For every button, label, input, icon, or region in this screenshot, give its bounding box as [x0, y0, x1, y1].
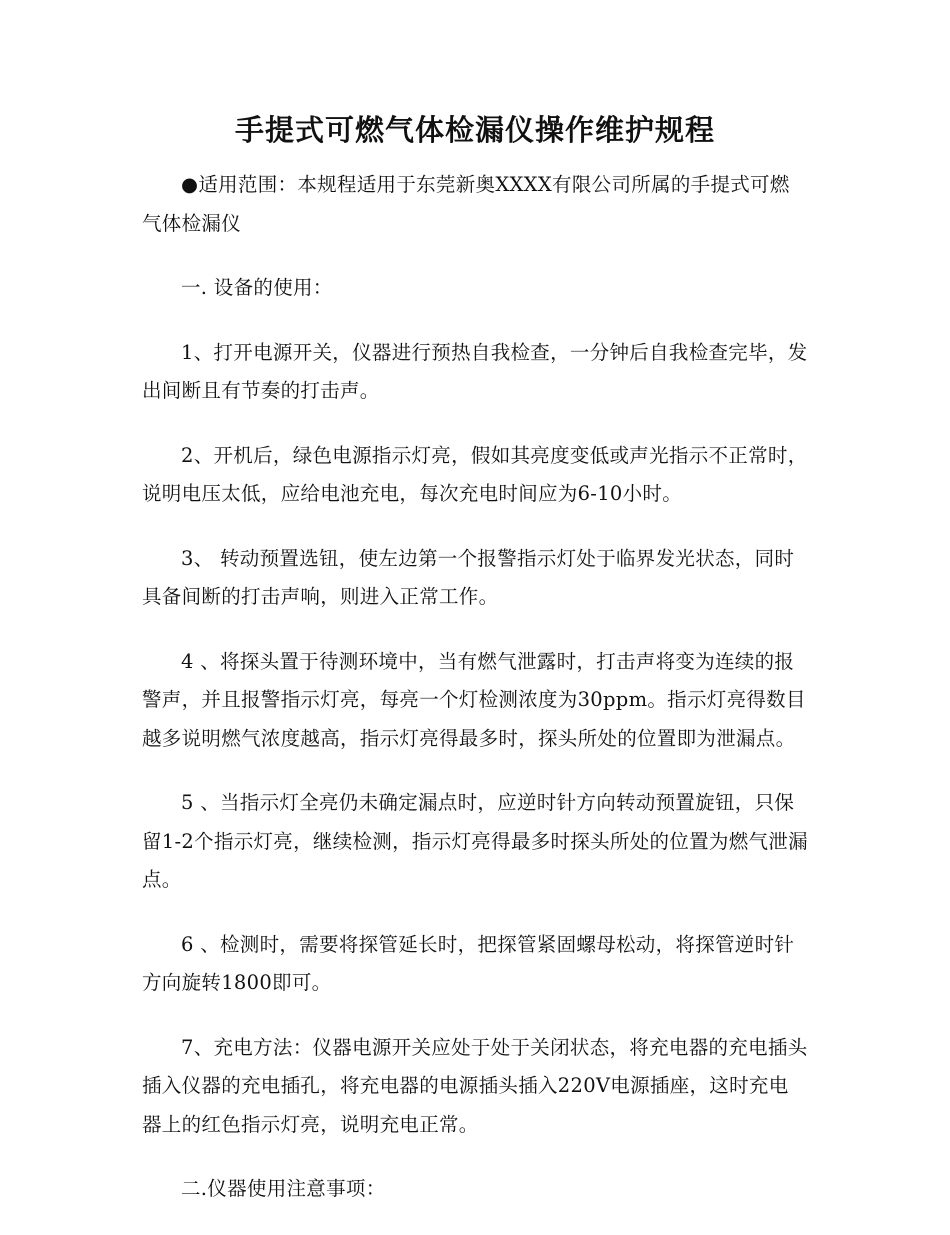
- step-3-paragraph: 3、 转动预置选钮，使左边第一个报警指示灯处于临界发光状态，同时具备间断的打击声响，则进入正常工作。: [142, 546, 795, 608]
- step-6-paragraph: 6 、检测时，需要将探管延长时，把探管紧固螺母松动，将探管逆时针方向旋转1800即可。: [142, 932, 795, 994]
- step-2-paragraph: 2、开机后，绿色电源指示灯亮，假如其亮度变低或声光指示不正常时，说明电压太低，应给电池充电，每次充电时间应为6-10小时。: [142, 443, 808, 505]
- document-body: [142, 166, 808, 1235]
- step-1-paragraph: 1、打开电源开关，仪器进行预热自我检查，一分钟后自我检查完毕，发出间断且有节奏的打击声。: [142, 340, 808, 402]
- step-7-paragraph: 7、充电方法：仪器电源开关应处于处于关闭状态，将充电器的充电插头插入仪器的充电插孔，将充电器的电源插头插入220V电源插座，这时充电器上的红色指示灯亮，说明充电正常。: [142, 1035, 808, 1136]
- document-title: 手提式可燃气体检漏仪操作维护规程: [234, 113, 715, 147]
- section-heading-usage: 一. 设备的使用：: [181, 276, 333, 299]
- section-heading-precautions: 二.仪器使用注意事项：: [181, 1177, 386, 1200]
- step-4-paragraph: 4 、将探头置于待测环境中，当有燃气泄露时，打击声将变为连续的报警声，并且报警指示灯亮，每亮一个灯检测浓度为30ppm。指示灯亮得数目越多说明燃气浓度越高，指示灯亮得最多时，探头所处的位置即为泄漏点。: [142, 649, 806, 750]
- step-5-paragraph: 5 、当指示灯全亮仍未确定漏点时，应逆时针方向转动预置旋钮，只保留1-2个指示灯亮，继续检测，指示灯亮得最多时探头所处的位置为燃气泄漏点。: [142, 791, 808, 891]
- scope-paragraph: ●适用范围：本规程适用于东莞新奥XXXX有限公司所属的手提式可燃气体检漏仪: [142, 173, 790, 235]
